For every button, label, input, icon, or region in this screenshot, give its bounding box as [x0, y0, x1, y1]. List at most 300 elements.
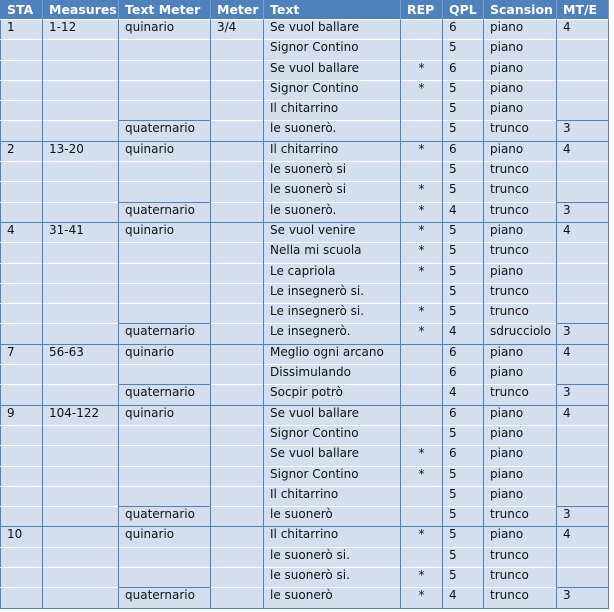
table-row	[1, 141, 609, 161]
mte-cell: 4	[557, 527, 609, 547]
rep-cell: *	[401, 80, 443, 100]
mte-cell: 4	[557, 222, 609, 242]
meter-cell	[211, 80, 264, 100]
rep-cell	[401, 547, 443, 567]
qpl-cell: 5	[443, 425, 484, 445]
table-row	[1, 263, 609, 283]
measures-cell	[43, 446, 119, 466]
table-row	[1, 80, 609, 100]
qpl-cell: 5	[443, 243, 484, 263]
scansion-cell: sdrucciolo	[484, 324, 557, 344]
rep-cell	[401, 425, 443, 445]
qpl-cell: 6	[443, 20, 484, 40]
measures-cell	[43, 486, 119, 506]
text-cell: Se vuol ballare	[264, 60, 401, 80]
qpl-cell: 5	[443, 101, 484, 121]
sta-cell	[1, 425, 43, 445]
mte-cell	[557, 283, 609, 303]
qpl-cell: 5	[443, 486, 484, 506]
measures-cell	[43, 121, 119, 141]
sta-cell	[1, 486, 43, 506]
qpl-cell: 5	[443, 162, 484, 182]
rep-cell: *	[401, 527, 443, 547]
text-meter-cell	[119, 425, 211, 445]
table-row	[1, 486, 609, 506]
table-row	[1, 588, 609, 608]
rep-cell	[401, 162, 443, 182]
qpl-cell: 5	[443, 283, 484, 303]
scansion-cell: piano	[484, 141, 557, 161]
mte-cell	[557, 263, 609, 283]
meter-cell	[211, 365, 264, 385]
table-row	[1, 60, 609, 80]
measures-cell	[43, 425, 119, 445]
text-cell: Meglio ogni arcano	[264, 344, 401, 364]
text-cell: le suonerò si.	[264, 568, 401, 588]
mte-cell	[557, 425, 609, 445]
mte-cell	[557, 80, 609, 100]
sta-cell	[1, 182, 43, 202]
text-meter-cell	[119, 283, 211, 303]
sta-cell	[1, 547, 43, 567]
text-cell: le suonerò si	[264, 182, 401, 202]
sta-cell	[1, 588, 43, 608]
rep-cell: *	[401, 304, 443, 324]
meter-cell	[211, 446, 264, 466]
rep-cell	[401, 507, 443, 527]
scansion-cell: piano	[484, 60, 557, 80]
qpl-cell: 5	[443, 182, 484, 202]
table-row	[1, 304, 609, 324]
measures-cell	[43, 588, 119, 608]
header-scansion: Scansion	[484, 0, 557, 20]
mte-cell	[557, 304, 609, 324]
meter-cell	[211, 568, 264, 588]
text-cell: le suonerò si.	[264, 547, 401, 567]
sta-cell	[1, 365, 43, 385]
measures-cell	[43, 182, 119, 202]
text-cell: le suonerò.	[264, 121, 401, 141]
rep-cell: *	[401, 568, 443, 588]
table-row	[1, 507, 609, 527]
meter-cell	[211, 101, 264, 121]
sta-cell: 2	[1, 141, 43, 161]
sta-cell: 1	[1, 20, 43, 40]
qpl-cell: 5	[443, 466, 484, 486]
scansion-cell: piano	[484, 405, 557, 425]
text-meter-cell	[119, 568, 211, 588]
sta-cell	[1, 60, 43, 80]
text-meter-cell: quaternario	[119, 385, 211, 405]
rep-cell: *	[401, 243, 443, 263]
table-row	[1, 243, 609, 263]
text-meter-cell	[119, 486, 211, 506]
scansion-cell: piano	[484, 344, 557, 364]
sta-cell	[1, 568, 43, 588]
measures-cell: 104-122	[43, 405, 119, 425]
mte-cell	[557, 446, 609, 466]
mte-cell: 4	[557, 141, 609, 161]
text-cell: Il chitarrino	[264, 101, 401, 121]
table-row	[1, 20, 609, 40]
text-cell: Se vuol venire	[264, 222, 401, 242]
text-cell: Signor Contino	[264, 466, 401, 486]
sta-cell	[1, 101, 43, 121]
sta-cell	[1, 507, 43, 527]
measures-cell	[43, 547, 119, 567]
header-mte: MT/E	[557, 0, 609, 20]
table-body	[1, 20, 609, 609]
meter-cell	[211, 202, 264, 222]
mte-cell	[557, 40, 609, 60]
scansion-cell: trunco	[484, 182, 557, 202]
sta-cell: 4	[1, 222, 43, 242]
sta-cell	[1, 40, 43, 60]
scansion-cell: trunco	[484, 243, 557, 263]
qpl-cell: 5	[443, 547, 484, 567]
rep-cell: *	[401, 324, 443, 344]
text-meter-cell	[119, 40, 211, 60]
table-row	[1, 466, 609, 486]
measures-cell	[43, 385, 119, 405]
text-cell: Le insegnerò si.	[264, 304, 401, 324]
mte-cell: 3	[557, 121, 609, 141]
text-cell: Il chitarrino	[264, 486, 401, 506]
rep-cell	[401, 40, 443, 60]
scansion-cell: trunco	[484, 283, 557, 303]
scansion-cell: trunco	[484, 304, 557, 324]
meter-cell	[211, 324, 264, 344]
scansion-cell: piano	[484, 101, 557, 121]
table-row	[1, 202, 609, 222]
mte-cell: 4	[557, 405, 609, 425]
measures-cell	[43, 324, 119, 344]
text-meter-cell: quinario	[119, 344, 211, 364]
meter-cell	[211, 243, 264, 263]
text-cell: Le insegnerò si.	[264, 283, 401, 303]
header-rep: REP	[401, 0, 443, 20]
rep-cell	[401, 283, 443, 303]
scansion-cell: piano	[484, 365, 557, 385]
scansion-cell: piano	[484, 486, 557, 506]
text-meter-cell	[119, 466, 211, 486]
table-row	[1, 121, 609, 141]
measures-cell	[43, 365, 119, 385]
meter-cell	[211, 547, 264, 567]
meter-cell	[211, 588, 264, 608]
table-row	[1, 365, 609, 385]
text-cell: Le insegnerò.	[264, 324, 401, 344]
table-row	[1, 101, 609, 121]
measures-cell	[43, 568, 119, 588]
text-cell: Nella mi scuola	[264, 243, 401, 263]
mte-cell	[557, 568, 609, 588]
meter-cell	[211, 527, 264, 547]
text-cell: Signor Contino	[264, 80, 401, 100]
qpl-cell: 5	[443, 263, 484, 283]
meter-cell	[211, 182, 264, 202]
qpl-cell: 4	[443, 385, 484, 405]
sta-cell	[1, 121, 43, 141]
qpl-cell: 6	[443, 446, 484, 466]
qpl-cell: 5	[443, 222, 484, 242]
text-cell: Socpir potrò	[264, 385, 401, 405]
sta-cell: 7	[1, 344, 43, 364]
meter-cell	[211, 141, 264, 161]
scansion-cell: piano	[484, 222, 557, 242]
mte-cell	[557, 365, 609, 385]
mte-cell	[557, 182, 609, 202]
sta-cell	[1, 243, 43, 263]
text-meter-cell: quinario	[119, 527, 211, 547]
text-meter-cell	[119, 60, 211, 80]
qpl-cell: 6	[443, 344, 484, 364]
table-row	[1, 40, 609, 60]
rep-cell	[401, 486, 443, 506]
text-cell: Il chitarrino	[264, 527, 401, 547]
measures-cell: 1-12	[43, 20, 119, 40]
rep-cell: *	[401, 588, 443, 608]
scansion-cell: piano	[484, 40, 557, 60]
text-meter-cell: quaternario	[119, 324, 211, 344]
rep-cell: *	[401, 446, 443, 466]
mte-cell: 3	[557, 507, 609, 527]
text-cell: Se vuol ballare	[264, 405, 401, 425]
rep-cell	[401, 101, 443, 121]
text-meter-cell	[119, 243, 211, 263]
mte-cell	[557, 486, 609, 506]
rep-cell	[401, 405, 443, 425]
meter-cell	[211, 466, 264, 486]
header-text: Text	[264, 0, 401, 20]
rep-cell: *	[401, 202, 443, 222]
qpl-cell: 5	[443, 304, 484, 324]
meter-cell	[211, 60, 264, 80]
qpl-cell: 6	[443, 60, 484, 80]
measures-cell: 31-41	[43, 222, 119, 242]
text-meter-cell	[119, 162, 211, 182]
header-row	[1, 0, 609, 20]
text-meter-cell: quaternario	[119, 202, 211, 222]
measures-cell	[43, 283, 119, 303]
meter-cell	[211, 162, 264, 182]
text-cell: le suonerò	[264, 507, 401, 527]
sta-cell	[1, 263, 43, 283]
rep-cell: *	[401, 60, 443, 80]
scansion-cell: piano	[484, 80, 557, 100]
text-meter-cell: quaternario	[119, 507, 211, 527]
text-cell: Le capriola	[264, 263, 401, 283]
text-cell: Signor Contino	[264, 425, 401, 445]
meter-cell	[211, 405, 264, 425]
table-row	[1, 446, 609, 466]
qpl-cell: 4	[443, 588, 484, 608]
scansion-cell: piano	[484, 527, 557, 547]
rep-cell	[401, 385, 443, 405]
rep-cell	[401, 344, 443, 364]
scansion-cell: trunco	[484, 202, 557, 222]
rep-cell	[401, 20, 443, 40]
scansion-cell: trunco	[484, 547, 557, 567]
meter-cell	[211, 486, 264, 506]
measures-cell	[43, 304, 119, 324]
header-meter: Meter	[211, 0, 264, 20]
qpl-cell: 4	[443, 202, 484, 222]
meter-cell	[211, 507, 264, 527]
meter-cell: 3/4	[211, 20, 264, 40]
text-cell: le suonerò	[264, 588, 401, 608]
scansion-cell: piano	[484, 263, 557, 283]
qpl-cell: 5	[443, 80, 484, 100]
mte-cell	[557, 162, 609, 182]
qpl-cell: 6	[443, 365, 484, 385]
text-meter-cell: quaternario	[119, 121, 211, 141]
scansion-cell: trunco	[484, 507, 557, 527]
mte-cell: 3	[557, 324, 609, 344]
text-meter-cell	[119, 547, 211, 567]
scansion-cell: piano	[484, 446, 557, 466]
table-row	[1, 385, 609, 405]
sta-cell	[1, 80, 43, 100]
text-meter-cell	[119, 263, 211, 283]
text-cell: Il chitarrino	[264, 141, 401, 161]
qpl-cell: 5	[443, 568, 484, 588]
mte-cell	[557, 60, 609, 80]
text-meter-cell: quinario	[119, 141, 211, 161]
text-meter-cell	[119, 182, 211, 202]
meter-cell	[211, 425, 264, 445]
text-meter-cell	[119, 365, 211, 385]
table-row	[1, 568, 609, 588]
text-cell: Signor Contino	[264, 40, 401, 60]
meter-cell	[211, 121, 264, 141]
scansion-cell: trunco	[484, 162, 557, 182]
measures-cell	[43, 202, 119, 222]
sta-cell	[1, 446, 43, 466]
qpl-cell: 6	[443, 405, 484, 425]
measures-cell: 13-20	[43, 141, 119, 161]
measures-cell	[43, 263, 119, 283]
measures-cell	[43, 243, 119, 263]
text-cell: Dissimulando	[264, 365, 401, 385]
meter-cell	[211, 344, 264, 364]
measures-cell	[43, 527, 119, 547]
text-meter-cell	[119, 80, 211, 100]
mte-cell: 3	[557, 385, 609, 405]
text-cell: Se vuol ballare	[264, 20, 401, 40]
measures-cell	[43, 162, 119, 182]
rep-cell: *	[401, 263, 443, 283]
mte-cell	[557, 547, 609, 567]
sta-cell	[1, 324, 43, 344]
header-measures: Measures	[43, 0, 119, 20]
table-row	[1, 405, 609, 425]
scansion-cell: piano	[484, 425, 557, 445]
sta-cell: 10	[1, 527, 43, 547]
text-cell: le suonerò si	[264, 162, 401, 182]
rep-cell: *	[401, 182, 443, 202]
rep-cell: *	[401, 141, 443, 161]
rep-cell	[401, 121, 443, 141]
sta-cell	[1, 202, 43, 222]
qpl-cell: 5	[443, 40, 484, 60]
table-row	[1, 283, 609, 303]
table-row	[1, 222, 609, 242]
rep-cell: *	[401, 222, 443, 242]
mte-cell	[557, 466, 609, 486]
sta-cell	[1, 283, 43, 303]
measures-cell	[43, 80, 119, 100]
table-row	[1, 182, 609, 202]
scansion-cell: trunco	[484, 385, 557, 405]
measures-cell	[43, 40, 119, 60]
meter-cell	[211, 263, 264, 283]
text-meter-cell: quinario	[119, 222, 211, 242]
header-sta: STA	[1, 0, 43, 20]
mte-cell: 4	[557, 20, 609, 40]
table-row	[1, 324, 609, 344]
mte-cell: 4	[557, 344, 609, 364]
scansion-cell: piano	[484, 466, 557, 486]
meter-cell	[211, 283, 264, 303]
table-row	[1, 547, 609, 567]
measures-cell	[43, 466, 119, 486]
rep-cell: *	[401, 466, 443, 486]
qpl-cell: 6	[443, 141, 484, 161]
scansion-cell: trunco	[484, 568, 557, 588]
qpl-cell: 5	[443, 527, 484, 547]
measures-cell	[43, 507, 119, 527]
text-cell: le suonerò.	[264, 202, 401, 222]
measures-cell: 56-63	[43, 344, 119, 364]
sta-cell	[1, 385, 43, 405]
meter-cell	[211, 40, 264, 60]
mte-cell: 3	[557, 588, 609, 608]
table-row	[1, 344, 609, 364]
sta-cell	[1, 466, 43, 486]
scansion-cell: trunco	[484, 121, 557, 141]
meter-cell	[211, 304, 264, 324]
measures-cell	[43, 101, 119, 121]
text-meter-cell: quinario	[119, 405, 211, 425]
qpl-cell: 5	[443, 121, 484, 141]
text-meter-cell: quinario	[119, 20, 211, 40]
text-meter-cell	[119, 446, 211, 466]
qpl-cell: 4	[443, 324, 484, 344]
scansion-cell: trunco	[484, 588, 557, 608]
rep-cell	[401, 365, 443, 385]
table-row	[1, 425, 609, 445]
qpl-cell: 5	[443, 507, 484, 527]
table-row	[1, 162, 609, 182]
scansion-cell: piano	[484, 20, 557, 40]
sta-cell	[1, 304, 43, 324]
sta-cell: 9	[1, 405, 43, 425]
sta-cell	[1, 162, 43, 182]
text-meter-cell	[119, 101, 211, 121]
header-qpl: QPL	[443, 0, 484, 20]
mte-cell: 3	[557, 202, 609, 222]
table-row	[1, 527, 609, 547]
text-cell: Se vuol ballare	[264, 446, 401, 466]
header-text-meter: Text Meter	[119, 0, 211, 20]
mte-cell	[557, 243, 609, 263]
meter-cell	[211, 385, 264, 405]
text-meter-cell	[119, 304, 211, 324]
meter-cell	[211, 222, 264, 242]
measures-cell	[43, 60, 119, 80]
text-meter-cell: quaternario	[119, 588, 211, 608]
